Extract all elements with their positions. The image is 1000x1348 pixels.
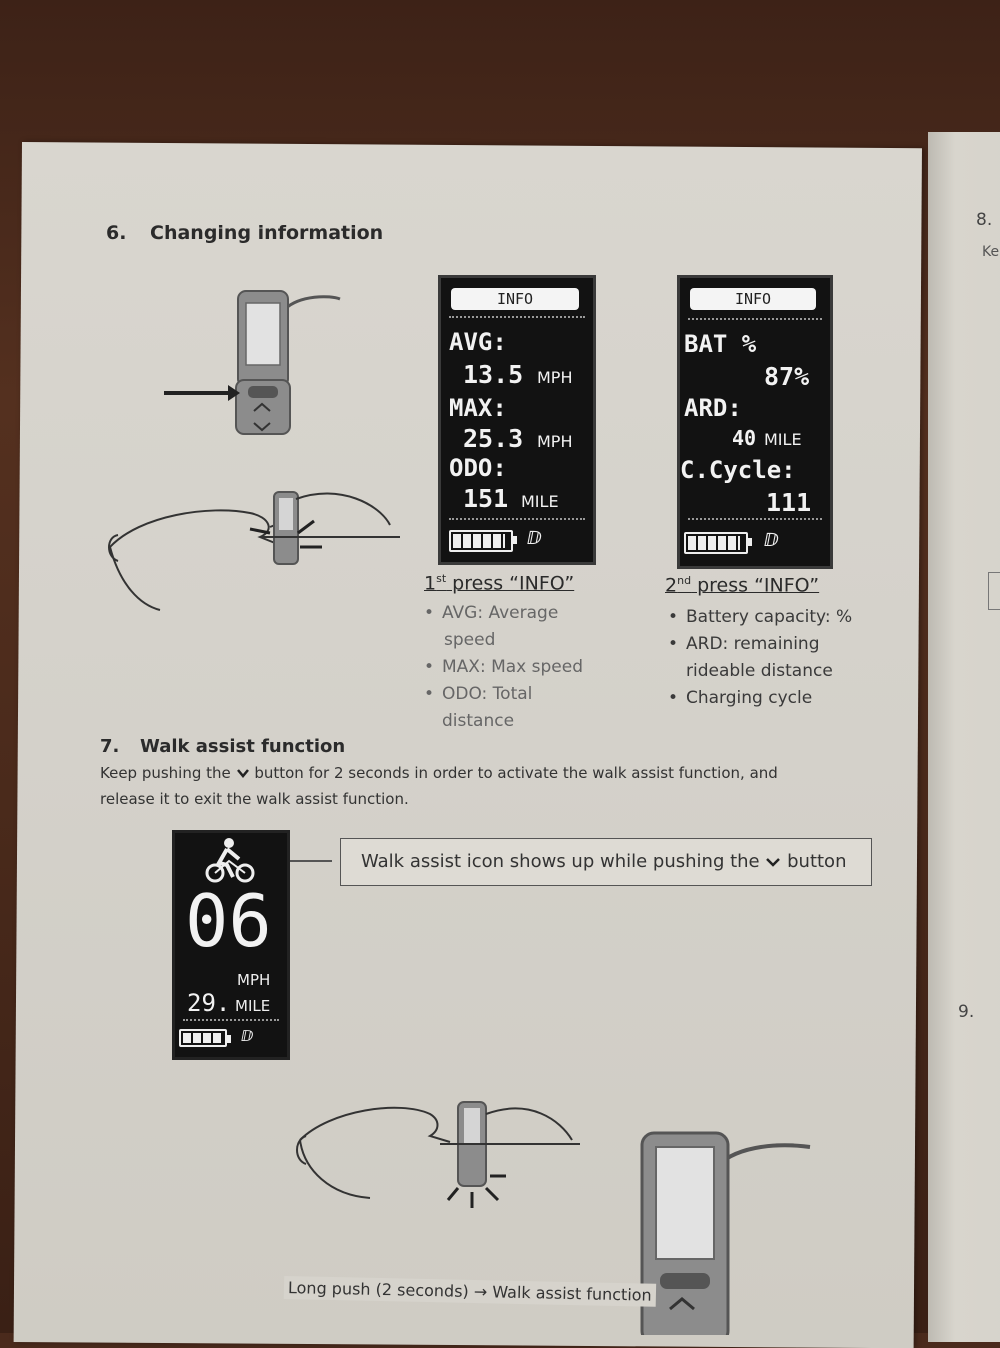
divider-dots: [688, 518, 822, 522]
right-section-number-9: 9.: [958, 1002, 975, 1022]
bottom-caption: Long push (2 seconds) → Walk assist function: [284, 1276, 656, 1307]
caption-2-title: [665, 574, 819, 596]
callout-text-b: button: [787, 851, 847, 872]
press-ordinal: st: [436, 572, 447, 585]
list-item: • MAX: Max speed: [420, 654, 583, 681]
hand-push-illustration: [290, 1100, 590, 1220]
callout-text-a: Walk assist icon shows up while pushing the: [361, 851, 760, 872]
list-item: • Battery capacity: %: [664, 604, 852, 631]
divider-dots: [688, 318, 822, 322]
max-unit: MPH: [537, 432, 573, 451]
walk-assist-callout: [340, 838, 872, 886]
walk-trip-value: 29.: [187, 989, 231, 1017]
list-item: • AVG: Average: [420, 600, 583, 627]
list-item-text: distance: [442, 711, 515, 731]
caption-1-title: [424, 572, 574, 594]
list-item-continuation: [664, 658, 852, 685]
ard-label: ARD:: [684, 394, 742, 422]
walk-assist-icon: [205, 837, 257, 883]
walk-speed-unit: MPH: [237, 971, 271, 989]
section7-text-a: Keep pushing the: [100, 764, 231, 782]
avg-unit: MPH: [537, 368, 573, 387]
info-screen-1: [438, 275, 596, 565]
section7-line-2: release it to exit the walk assist function.: [100, 790, 409, 808]
section7-line-1: [100, 764, 820, 782]
chevron-down-icon: [765, 839, 781, 885]
info-screen-2: [677, 275, 833, 569]
info-screen-2-header: INFO: [690, 288, 816, 310]
section7-number: 7.: [100, 736, 120, 757]
caption-2-list: [664, 604, 852, 712]
max-value: 25.3: [463, 424, 524, 453]
cycle-label: C.Cycle:: [680, 456, 796, 484]
bat-label: BAT %: [684, 330, 757, 358]
avg-value: 13.5: [463, 360, 524, 389]
ard-value: 40: [732, 426, 757, 450]
headlight-icon: ⅅ: [764, 530, 779, 551]
battery-icon: [179, 1029, 227, 1047]
walk-speed-value: 06: [185, 879, 272, 963]
caption-1-list: [420, 600, 583, 735]
ard-unit: MILE: [764, 430, 802, 449]
press-number: 1: [424, 572, 437, 595]
info-screen-1-header: INFO: [451, 288, 579, 310]
chevron-down-icon: [236, 764, 250, 782]
section6-number: 6.: [106, 222, 127, 244]
list-item: • ODO: Total: [420, 681, 583, 708]
section7-text-b: button for 2 seconds in order to activate the walk assist function, and: [254, 764, 778, 782]
odo-label: ODO:: [449, 454, 507, 482]
press-ordinal: nd: [677, 574, 692, 587]
headlight-icon: ⅅ: [241, 1027, 254, 1045]
controller-illustration: [100, 285, 410, 625]
right-page-fragment: Ke: [982, 244, 1000, 260]
list-item-continuation: [420, 708, 583, 735]
divider-dots: [183, 1019, 279, 1023]
headlight-icon: ⅅ: [527, 528, 542, 549]
walk-trip-unit: MILE: [235, 997, 271, 1015]
avg-label: AVG:: [449, 328, 507, 356]
press-number: 2: [665, 574, 678, 597]
divider-dots: [449, 518, 585, 522]
list-item-continuation: [420, 627, 583, 654]
right-page-box-fragment: [988, 572, 1000, 610]
press-text: press “INFO”: [446, 572, 575, 595]
section6-title: Changing information: [150, 222, 384, 244]
press-text: press “INFO”: [691, 574, 820, 597]
walk-assist-screen: [172, 830, 290, 1060]
cycle-value: 111: [766, 488, 812, 517]
odo-value: 151: [463, 484, 509, 513]
battery-icon: [449, 530, 513, 552]
bat-value: 87%: [764, 362, 810, 391]
list-item: • Charging cycle: [664, 685, 852, 712]
list-item-text: rideable distance: [686, 661, 833, 681]
right-page: [928, 132, 1000, 1342]
list-item-text: speed: [444, 630, 496, 650]
odo-unit: MILE: [521, 492, 559, 511]
list-item: • ARD: remaining: [664, 631, 852, 658]
right-section-number-8: 8.: [976, 210, 993, 230]
divider-dots: [449, 316, 585, 320]
battery-icon: [684, 532, 748, 554]
max-label: MAX:: [449, 394, 507, 422]
section7-title: Walk assist function: [140, 736, 346, 757]
callout-leader-line: [290, 860, 332, 862]
